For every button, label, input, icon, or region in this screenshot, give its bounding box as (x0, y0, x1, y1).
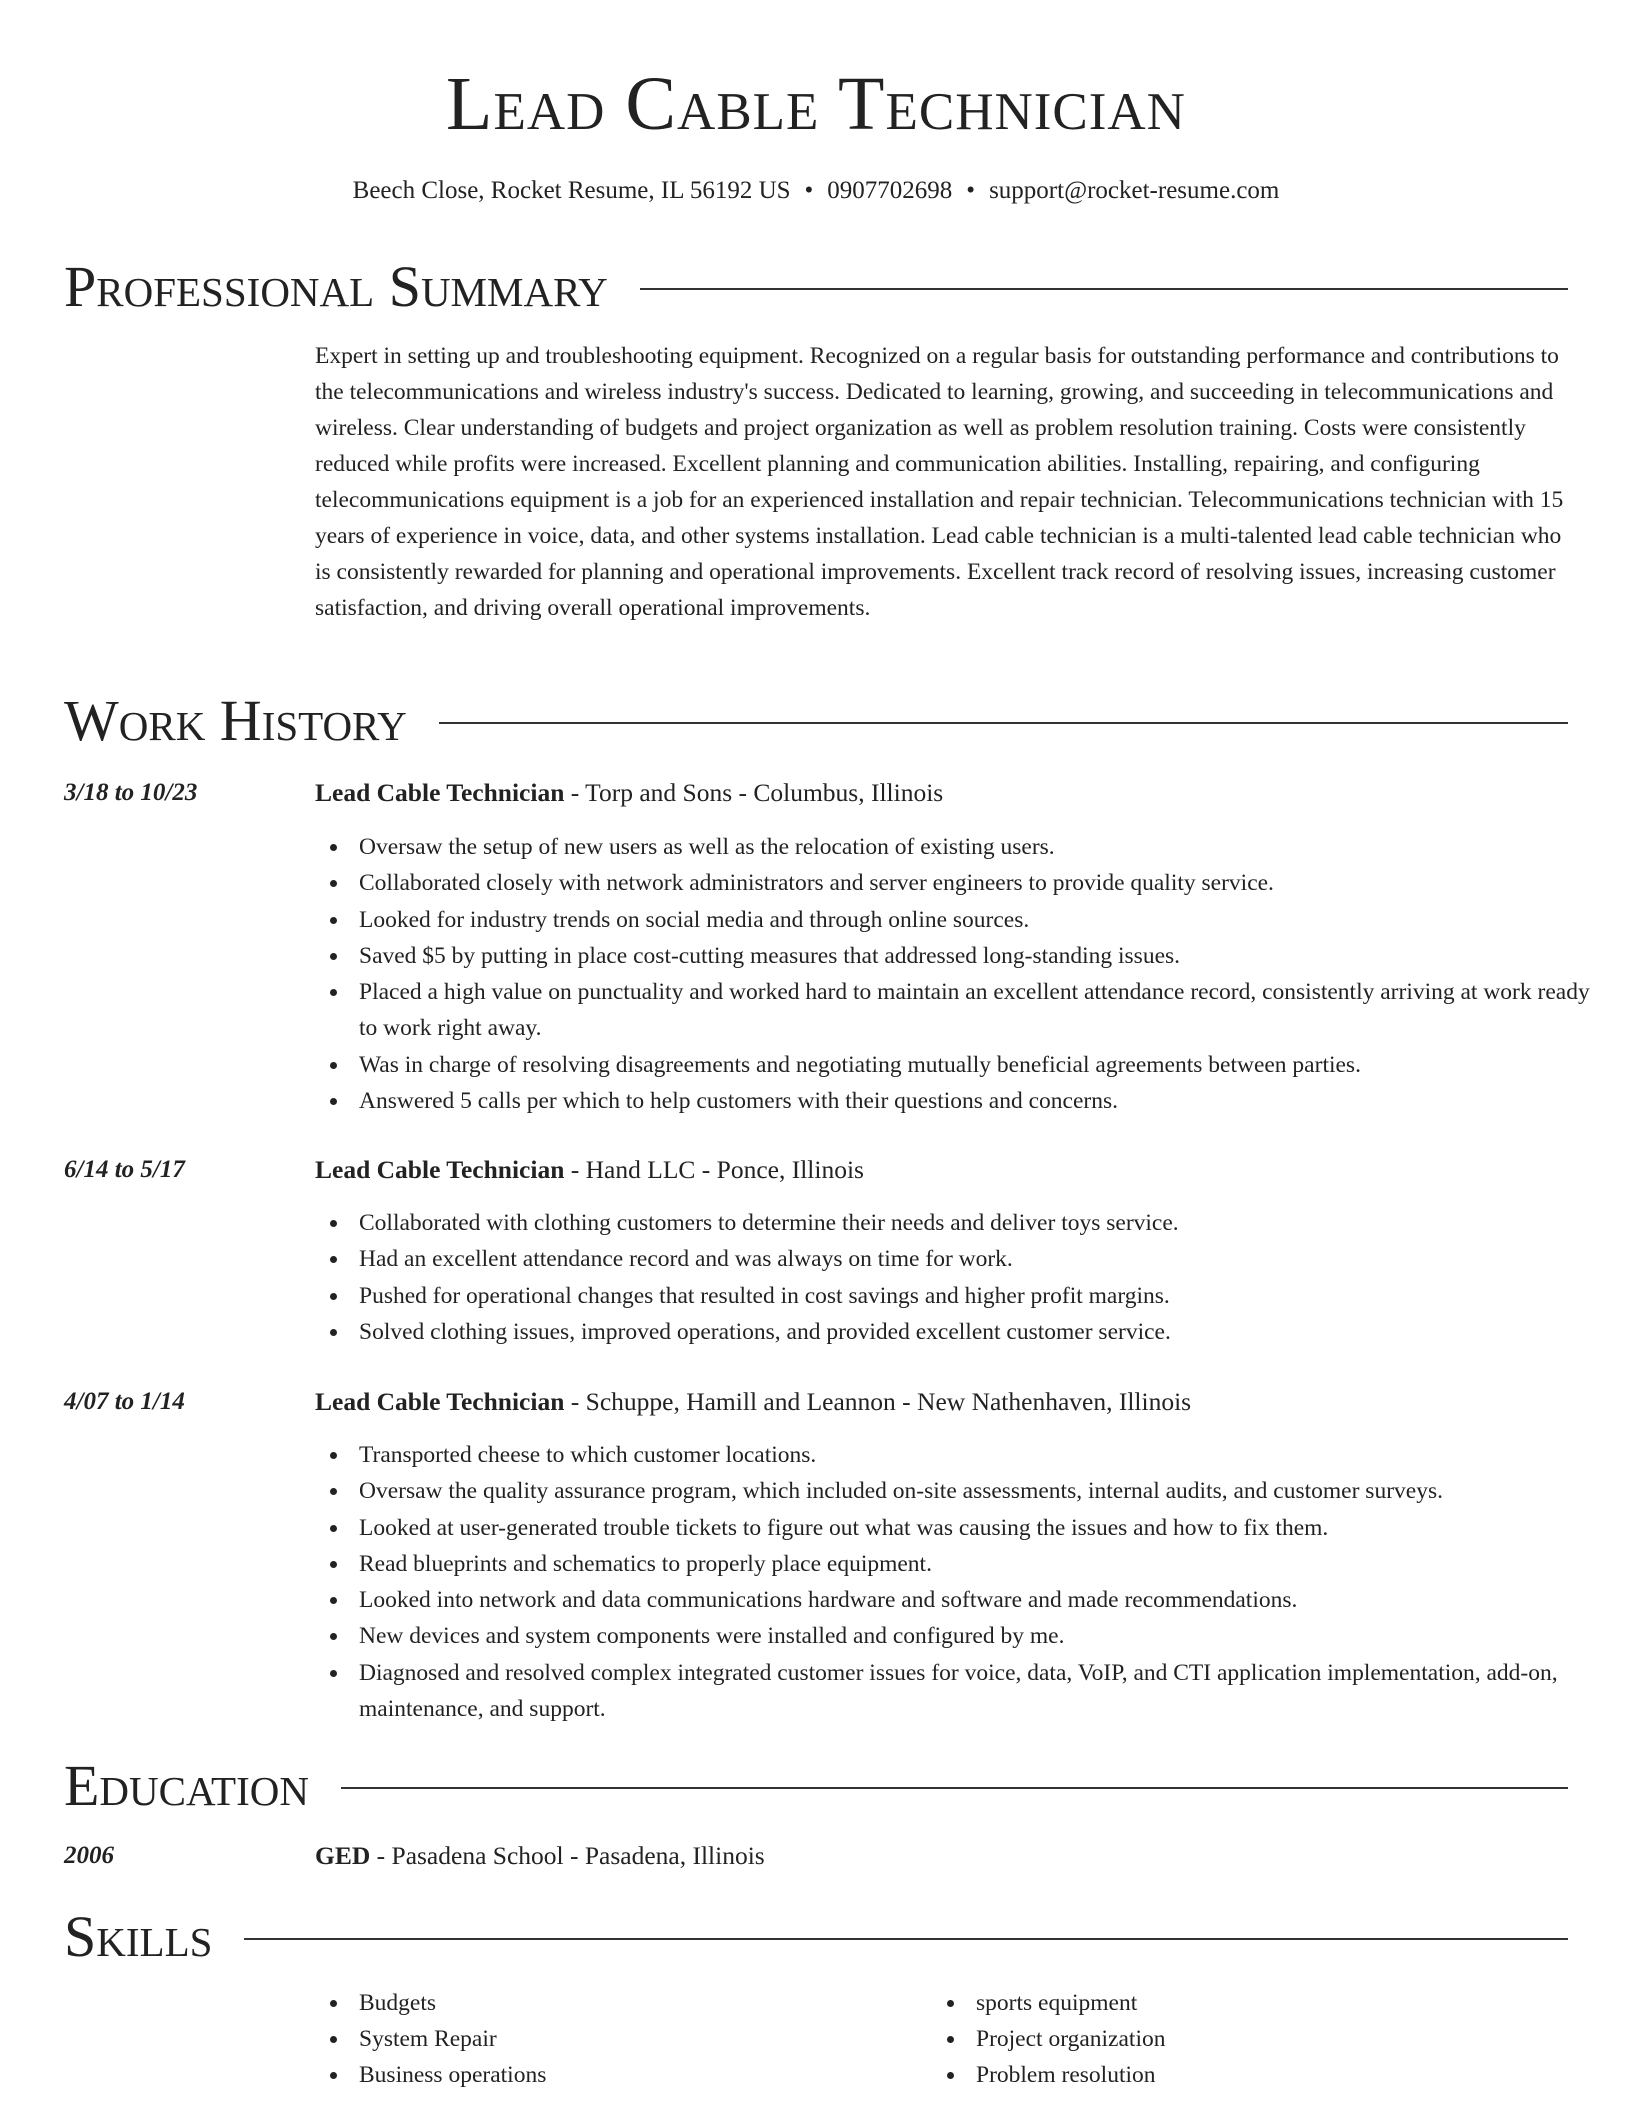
address: Beech Close, Rocket Resume, IL 56192 US (352, 177, 791, 204)
list-item: Answered 5 calls per which to help customers with their questions and concerns. (359, 1083, 1611, 1119)
section-header-skills (64, 1902, 1568, 1972)
email: support@rocket-resume.com (989, 177, 1280, 204)
job-role: Lead Cable Technician (315, 1387, 565, 1416)
list-item: Had an excellent attendance record and was always on time for work. (359, 1241, 1611, 1277)
section-title: Professional Summary (64, 254, 608, 319)
list-item: Looked into network and data communications hardware and software and made recommendations. (359, 1582, 1611, 1618)
separator: • (966, 177, 976, 204)
job-details: - Torp and Sons - Columbus, Illinois (564, 778, 944, 807)
skill-item: sports equipment (976, 1985, 1576, 2021)
summary-text: Expert in setting up and troubleshooting equipment. Recognized on a regular basis for outstanding performance and contributions to the telecommunications and wireless industry's success. Dedicated to learning, growing, and succeeding in telecommunications and wireless. Clear understanding of budgets and project organization as well as problem resolution training. Costs were consistently reduced while profits were increased. Excellent planning and communication abilities. Installing, repairing, and configuring telecommunications equipment is a job for an experienced installation and repair technician. Telecommunications technician with 15 years of experience in voice, data, and other systems installation. Lead cable technician is a multi-talented lead cable technician who is consistently rewarded for planning and operational improvements. Excellent track record of resolving issues, increasing customer satisfaction, and driving overall operational improvements. (315, 343, 1564, 621)
section-rule (244, 1938, 1568, 1940)
contact-line (0, 174, 1632, 208)
list-item: Read blueprints and schematics to properly place equipment. (359, 1546, 1611, 1582)
list-item: Diagnosed and resolved complex integrated customer issues for voice, data, VoIP, and CTI application implementation, add-on, maintenance, and support. (359, 1655, 1611, 1728)
list-item: Oversaw the quality assurance program, which included on-site assessments, internal audits, and customer surveys. (359, 1473, 1611, 1509)
section-header-work-history (64, 686, 1568, 756)
section-title: Education (64, 1753, 309, 1818)
job-details: - Schuppe, Hamill and Leannon - New Nathenhaven, Illinois (564, 1387, 1192, 1416)
skills-list-left (315, 1985, 959, 2093)
education-year: 2006 (64, 1842, 114, 1869)
section-header-education (64, 1751, 1568, 1821)
section-rule (640, 288, 1568, 290)
list-item: Was in charge of resolving disagreements and negotiating mutually beneficial agreements between parties. (359, 1047, 1611, 1083)
job-heading (315, 1153, 1567, 1187)
job-role: Lead Cable Technician (315, 1155, 565, 1184)
section-title: Work History (64, 688, 407, 753)
list-item: Saved $5 by putting in place cost-cutting measures that addressed long-standing issues. (359, 938, 1611, 974)
list-item: Looked for industry trends on social media and through online sources. (359, 902, 1611, 938)
skill-item: System Repair (359, 2021, 959, 2057)
skill-item: Business operations (359, 2057, 959, 2093)
section-rule (439, 722, 1568, 724)
list-item: Solved clothing issues, improved operations, and provided excellent customer service. (359, 1314, 1611, 1350)
list-item: Pushed for operational changes that resulted in cost savings and higher profit margins. (359, 1278, 1611, 1314)
list-item: Transported cheese to which customer locations. (359, 1437, 1611, 1473)
skill-item: Project organization (976, 2021, 1576, 2057)
job-heading (315, 776, 1567, 810)
phone: 0907702698 (827, 177, 953, 204)
job-details: - Hand LLC - Ponce, Illinois (564, 1155, 864, 1184)
job-role: Lead Cable Technician (315, 778, 565, 807)
skill-item: Budgets (359, 1985, 959, 2021)
section-rule (341, 1787, 1568, 1789)
job-bullets (315, 829, 1611, 1119)
list-item: Collaborated with clothing customers to determine their needs and deliver toys service. (359, 1205, 1611, 1241)
education-details: - Pasadena School - Pasadena, Illinois (370, 1841, 765, 1870)
skill-item: Problem resolution (976, 2057, 1576, 2093)
skills-list-right (932, 1985, 1576, 2093)
section-title: Skills (64, 1904, 213, 1969)
list-item: Collaborated closely with network administrators and server engineers to provide quality service. (359, 865, 1611, 901)
job-heading (315, 1385, 1567, 1419)
separator: • (804, 177, 814, 204)
education-degree: GED (315, 1841, 371, 1870)
section-header-summary (64, 252, 1568, 322)
list-item: Oversaw the setup of new users as well as the relocation of existing users. (359, 829, 1611, 865)
job-dates: 3/18 to 10/23 (64, 779, 198, 806)
list-item: Placed a high value on punctuality and worked hard to maintain an excellent attendance record, consistently arriving at work ready to work right away. (359, 974, 1611, 1047)
list-item: Looked at user-generated trouble tickets to figure out what was causing the issues and how to fix them. (359, 1510, 1611, 1546)
list-item: New devices and system components were installed and configured by me. (359, 1618, 1611, 1654)
job-bullets (315, 1205, 1611, 1350)
job-bullets (315, 1437, 1611, 1727)
candidate-name: Lead Cable Technician (446, 62, 1186, 146)
job-dates: 6/14 to 5/17 (64, 1156, 185, 1183)
job-dates: 4/07 to 1/14 (64, 1388, 185, 1415)
education-heading (315, 1839, 1567, 1873)
